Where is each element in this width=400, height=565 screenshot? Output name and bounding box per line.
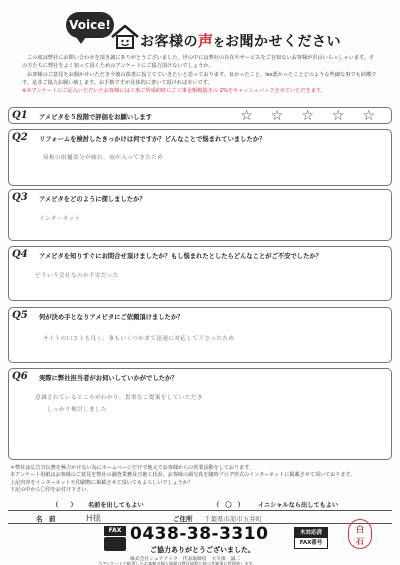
consent-initial-label: イニシャルなら出してもよい [258, 502, 339, 509]
note-line: ＊弊社は広告宣伝費を極力かけない為にホームページだけで地元でお客様からの営業活動をしております。 [10, 465, 254, 471]
question-number: Q1 [12, 110, 28, 121]
stamp-char: 石 [356, 536, 364, 546]
question-box-q1 [8, 107, 392, 124]
voice-badge: Voice! [66, 12, 114, 38]
consent-choice-name[interactable]: （ ） [52, 502, 77, 509]
title-prefix: お客様の [140, 34, 198, 50]
title-mid: を [213, 36, 226, 49]
question-box-q4 [8, 246, 392, 301]
publication-notes [10, 465, 390, 494]
question-box-q5 [8, 307, 392, 363]
stamp-char: 白 [356, 524, 364, 534]
badge-bottom: FAX番号 [299, 540, 323, 546]
page-title [140, 30, 341, 51]
star-icon[interactable]: ☆ [240, 108, 253, 124]
question-number: Q6 [12, 371, 28, 382]
intro-paragraph: お客様のご意見をお聞かせいただき今後の改善に役立てていきたいと思っております。良かったこと、les悪かったことどのような些細な事でも結構です。是非ご協力お願い致します。お手数ですが具体的に書いて頂ければ幸いです。 [22, 71, 377, 86]
question-box-q6 [8, 368, 392, 460]
handwritten-answer: 意識されているところがわかり、貴重なご提案をしていただき [35, 395, 203, 401]
title-accent: 声 [198, 32, 214, 50]
handwritten-answer: しっかり検討しました [47, 407, 107, 413]
question-text: アメピタをどのように探しましたか？ [39, 196, 146, 203]
star-icon[interactable]: ☆ [331, 108, 345, 124]
consent-options [8, 498, 392, 510]
consent-choice-initial[interactable]: （ 〇 ） [213, 502, 244, 509]
handwritten-answer: 屋根の雨樋部分が破れ、雨が入ってきたため [43, 155, 164, 161]
fax-number: 0438-38-3310 [130, 524, 269, 544]
address-label: ご住所 [173, 515, 193, 523]
badge-top: 木対応済 [295, 528, 327, 538]
name-value[interactable]: H様 [86, 514, 101, 524]
question-text: 実際に弊社担当者がお伺いしていかがでしたか？ [39, 375, 178, 382]
address-value[interactable]: 千葉県市原市五井町 [204, 515, 263, 523]
star-icon[interactable]: ☆ [270, 108, 284, 124]
question-number: Q5 [12, 310, 28, 321]
name-stamp [348, 519, 372, 549]
question-number: Q4 [12, 249, 28, 260]
consent-name-label: 名前を出してもよい [88, 502, 144, 509]
note-line: 本アンケート用紙はお客様のご意見を弊社の調査業務及び施工状況、お客様の顔写真を随時ブログ形式のインターネットに掲載させて頂いております。 [10, 472, 356, 479]
title-suffix: お聞かせください [225, 34, 342, 50]
note-line: 上記内容をインターネットや印刷物に掲載させて頂いてもよろしいでしょうか？ [10, 479, 193, 486]
fax-machine-icon [104, 537, 126, 551]
star-rating[interactable] [240, 109, 375, 123]
star-icon[interactable]: ☆ [301, 108, 314, 124]
handwritten-answer: インターネット [39, 216, 81, 222]
thanks-message: ご協力ありがとうございました。 [150, 546, 255, 554]
intro-paragraph: この度は弊社にお問い合わせを頂き誠にありがとうございました。世の中には弊社の存在やサービスをご存知ないお客様が沢山いらっしゃいます。その方たちに弊社をよく知って頂くためのアンケートにご協力頂けないでしょうか。 [22, 55, 375, 70]
fax-badge [294, 527, 328, 549]
privacy-footer: 当アンケートで取得したお客様の個人情報は弊社規程に基づき厳重に管理致します。 [98, 561, 257, 565]
question-text: アメピタを５段階で評価をお願いします [39, 114, 152, 121]
question-text: 何が決め手となりアメピタにご依頼頂けましたか？ [39, 314, 184, 321]
question-box-q3 [8, 189, 392, 241]
question-number: Q2 [12, 132, 28, 143]
handwritten-answer: どういう会社なのか不安だった [35, 273, 119, 279]
question-box-q2 [8, 129, 392, 186]
company-line: 株式会社シェアテック 代表取締役 大久保 誠二 [130, 557, 241, 562]
star-icon[interactable]: ☆ [362, 108, 375, 124]
house-icon [110, 24, 140, 50]
handwritten-answer: サイトの口コミも良く、事もいくつか来て迅速に対応して下さったため [43, 336, 235, 342]
name-label: 名 前 [36, 515, 56, 523]
note-line: 下記の中から〇印をお付け下さい。 [10, 486, 92, 493]
question-text: アメピタを知りすぐにお問合せ頂けましたか？もし悩まれたとしたらどんなことがご不安でしたか？ [39, 253, 322, 260]
question-text: リフォームを検討したきっかけは何ですか？どんなことで悩まれていましたか？ [39, 136, 266, 143]
question-number: Q3 [12, 192, 28, 203]
cashback-note: ※本アンケートにご記入いただいたお客様には工事ご所成約時にご工事金額税抜きの 2%をキャッシュバックさせていただきます。 [22, 88, 326, 95]
name-address-row [8, 510, 392, 524]
intro-text [22, 54, 378, 95]
fax-label: FAX [104, 526, 126, 536]
